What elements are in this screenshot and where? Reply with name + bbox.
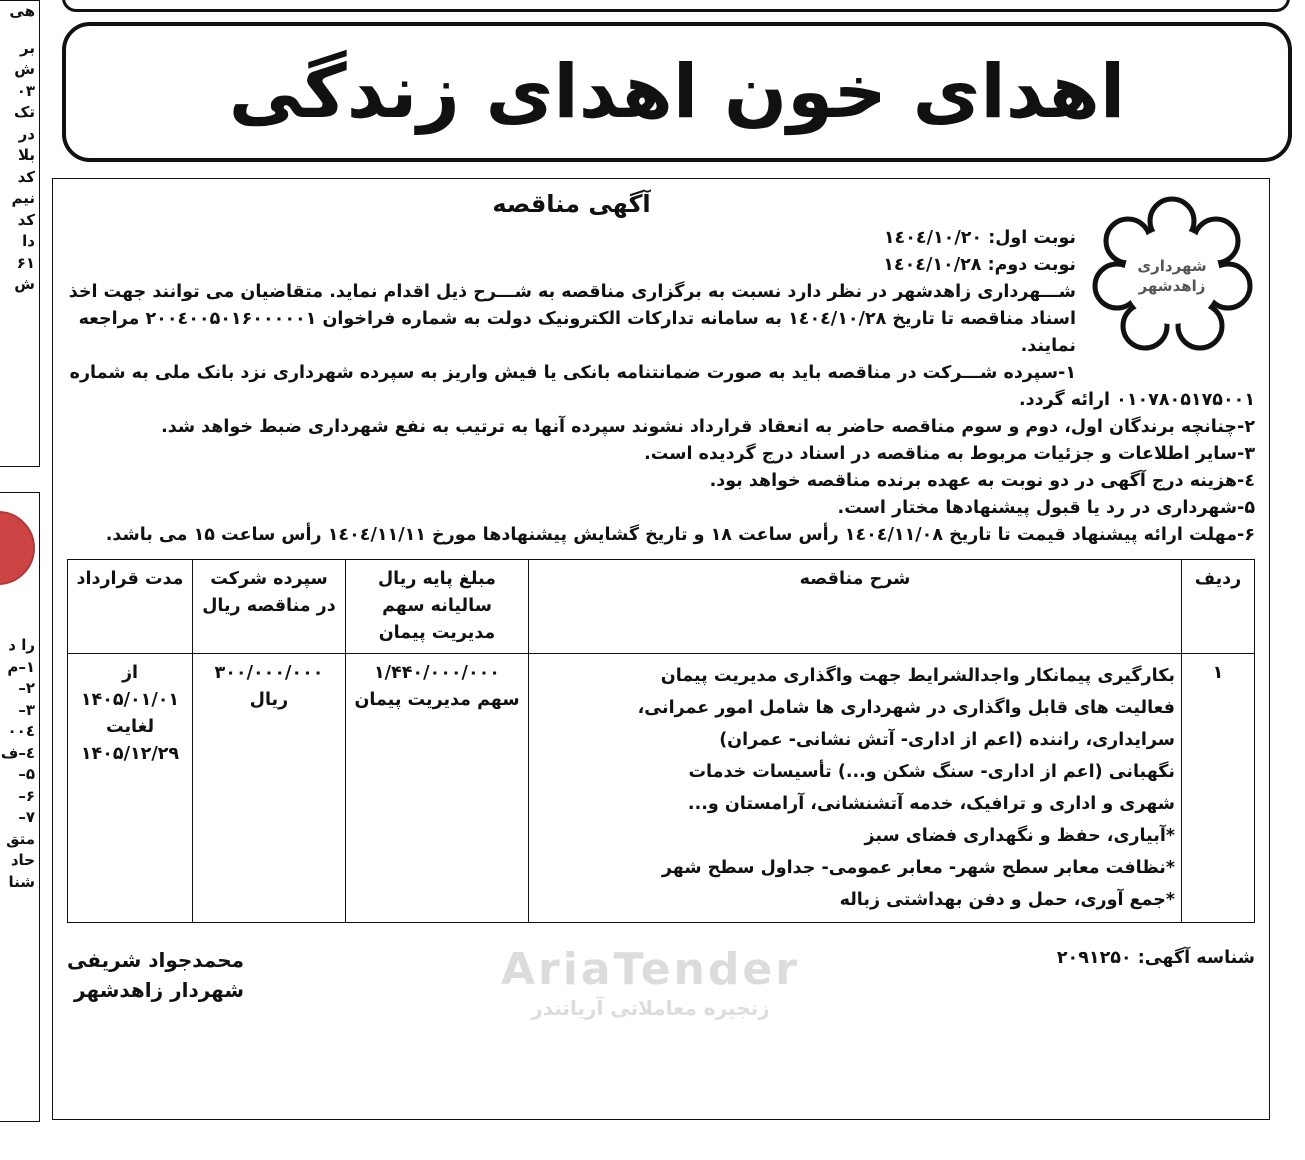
row-deposit (193, 654, 346, 923)
adjacent-text-fragment: ٤–ف (0, 743, 35, 762)
signer-name: محمدجواد شریفی (67, 948, 245, 972)
header-duration: مدت قرارداد (68, 560, 193, 654)
description-line: *آبیاری، حفظ و نگهداری فضای سبز (864, 826, 1175, 846)
duration-to: ۱۴۰۵/۱۲/۲۹ (80, 744, 180, 764)
duration-until-label: لغایت (105, 717, 155, 737)
header-description: شرح مناقصه (529, 560, 1182, 654)
blood-donation-banner: اهدای خون اهدای زندگی (62, 22, 1292, 162)
adjacent-text-fragment: نیم (11, 189, 35, 207)
adjacent-text-fragment: بر (20, 38, 35, 57)
adjacent-text-fragment (0, 23, 35, 38)
signature-block (67, 945, 244, 1005)
watermark-tagline: زنجیره معاملاتی آریاتندر (531, 996, 770, 1020)
para-line-3: ۱-سپرده شـــرکت در مناقصه باید به صورت ضمانتنامه بانکی یا فیش واریز به سپرده شهرداری نزد بانک ملی به شماره (69, 363, 1076, 383)
notice-title: آگهی مناقصه (492, 190, 651, 218)
adjacent-text-fragment: کد (17, 167, 35, 186)
adjacent-text-fragment: دا (22, 232, 35, 250)
description-line: نگهبانی (اعم از اداری- سنگ شکن و...) تأسیسات خدمات (688, 762, 1175, 782)
tender-notice (52, 178, 1270, 1120)
para-line-1: شـــهرداری زاهدشهر در نظر دارد نسبت به برگزاری مناقصه به شـــرح ذیل اقدام نماید. متقاضیان می توانند جهت اخذ (68, 282, 1076, 302)
amount-value: ۱/۴۴۰/۰۰۰/۰۰۰ (374, 663, 500, 683)
header-base-amount: مبلغ پایه ریال سالیانه سهم مدیریت پیمان (346, 560, 529, 654)
description-line: فعالیت های قابل واگذاری در شهرداری ها شامل امور عمرانی، (637, 698, 1175, 718)
signer-title: شهردار زاهدشهر (74, 978, 245, 1002)
para-line-9: ۶-مهلت ارائه پیشنهاد قیمت تا تاریخ ۱٤۰٤/۱۱/۰۸ رأس ساعت ۱۸ و تاریخ گشایش پیشنهادها مورخ ۱٤۰٤/۱۱/۱۱ رأس ساعت ۱۵ می باشد. (105, 525, 1255, 545)
notice-footer (67, 945, 1255, 1021)
adjacent-text-fragment: ش (14, 60, 35, 78)
para-line-8: ۵-شهرداری در رد یا قبول پیشنهادها مختار است. (837, 498, 1255, 518)
svg-text:زاهدشهر: زاهدشهر (1138, 277, 1206, 295)
amount-note: سهم مدیریت پیمان (354, 690, 520, 710)
second-round-date: نوبت دوم: ۱٤۰٤/۱۰/۲۸ (883, 255, 1076, 275)
para-line-7: ٤-هزینه درج آگهی در دو نوبت به عهده برنده مناقصه خواهد بود. (709, 471, 1255, 491)
adjacent-text-fragment: را د (8, 636, 35, 654)
header-deposit: سپرده شرکت در مناقصه ریال (193, 560, 346, 654)
first-round-date: نوبت اول: ۱٤۰٤/۱۰/۲۰ (883, 228, 1076, 248)
adjacent-ad-bottom (0, 492, 40, 1122)
adjacent-text-fragment: ۰۳ (16, 81, 35, 100)
para-line-5: ۲-چنانچه برندگان اول، دوم و سوم مناقصه حاضر به انعقاد قرارداد نشوند سپرده آنها به ترتیب به نفع شهرداری ضبط خواهد شد. (161, 417, 1255, 437)
adjacent-text-fragment: ۶– (18, 786, 35, 805)
description-line: *نظافت معابر سطح شهر- معابر عمومی- جداول سطح شهر (661, 858, 1175, 878)
adjacent-text-fragment: ۳– (18, 700, 35, 719)
deposit-value: ۳۰۰/۰۰۰/۰۰۰ (214, 663, 324, 683)
watermark (501, 945, 800, 1021)
table-row (68, 654, 1255, 923)
top-border-strip (62, 0, 1290, 12)
description-line: سرایداری، راننده (اعم از اداری- آتش نشانی- عمران) (719, 730, 1175, 750)
adjacent-text-fragment: ۵– (18, 765, 35, 783)
adjacent-text-fragment: تک (14, 103, 35, 121)
description-line: شهری و اداری و ترافیک، خدمه آتشنشانی، آرامستان و... (687, 794, 1175, 814)
duration-from: از ۱۴۰۵/۰۱/۰۱ (80, 663, 180, 710)
row-duration (68, 654, 193, 923)
adjacent-text-fragment: حاد (10, 851, 35, 869)
para-line-6: ۳-سایر اطلاعات و جزئیات مربوط به مناقصه در اسناد درج گردیده است. (644, 444, 1255, 464)
adjacent-text-fragment: در (18, 124, 35, 143)
watermark-brand: AriaTender (501, 944, 800, 995)
para-line-4: ۰۱۰۷۸۰۵۱۷۵۰۰۱ ارائه گردد. (1019, 390, 1255, 410)
header-row-index: ردیف (1182, 560, 1255, 654)
para-line-2: اسناد مناقصه تا تاریخ ۱٤۰٤/۱۰/۲۸ به سامانه تدارکات الکترونیک دولت به شماره فراخوان ۲۰۰٤۰۰۵۰۱۶۰۰۰۰۰۱ مراجعه نمایند. (78, 309, 1076, 356)
municipality-logo (1090, 191, 1255, 356)
deposit-unit: ریال (249, 690, 289, 710)
adjacent-text-fragment: ش (14, 275, 35, 293)
row-index: ۱ (1182, 654, 1255, 923)
adjacent-text-fragment: هی (9, 2, 35, 20)
adjacent-text-fragment: ۱–م (7, 657, 35, 676)
adjacent-text-fragment: ۶۱ (16, 253, 35, 272)
adjacent-ad-top (0, 0, 40, 467)
svg-text:شهرداری: شهرداری (1137, 257, 1207, 275)
adjacent-text-fragment: شنا (8, 872, 35, 891)
ad-id: شناسه آگهی: ۲۰۹۱۲۵۰ (1056, 948, 1255, 968)
adjacent-text-fragment: ۲– (18, 679, 35, 697)
row-base-amount (346, 654, 529, 923)
description-line: *جمع آوری، حمل و دفن بهداشتی زباله (839, 890, 1175, 910)
adjacent-text-fragment: متق (6, 829, 35, 848)
adjacent-logo-icon (0, 511, 35, 585)
adjacent-text-fragment: بلا (17, 146, 35, 164)
description-line: بکارگیری پیمانکار واجدالشرایط جهت واگذاری مدیریت پیمان (660, 666, 1175, 686)
adjacent-text-fragment: ۰۰٤ (7, 722, 35, 740)
row-description (529, 654, 1182, 923)
adjacent-text-fragment: ۷– (18, 808, 35, 826)
tender-table (67, 559, 1255, 923)
adjacent-text-fragment: کد (17, 210, 35, 229)
